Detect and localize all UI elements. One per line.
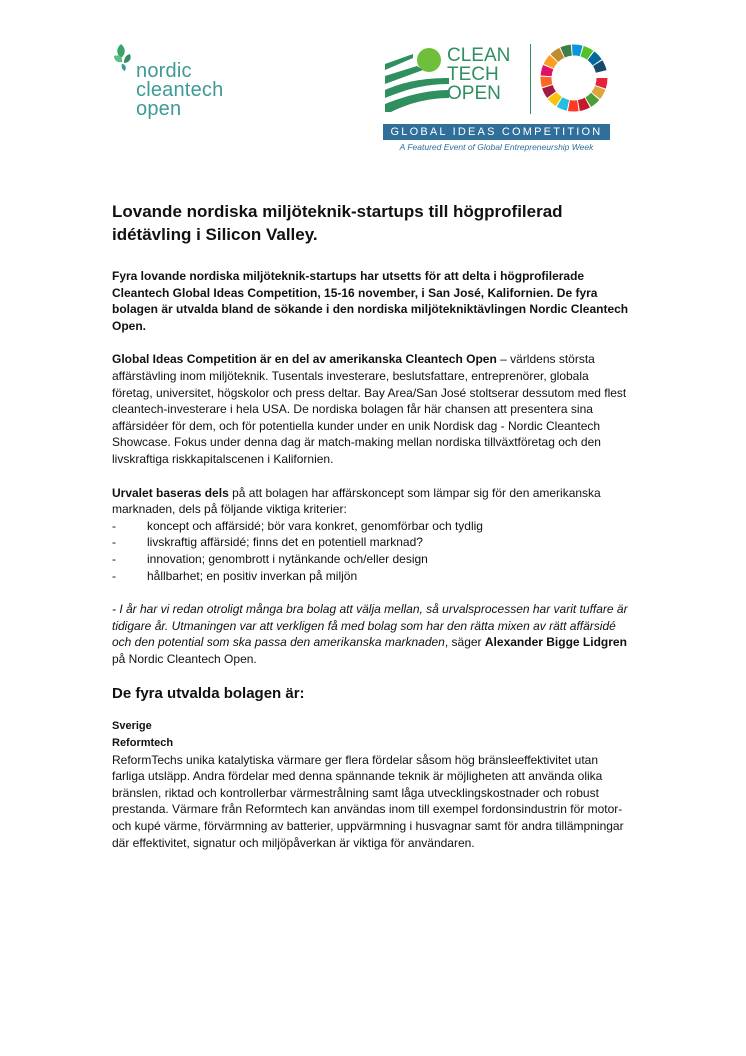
list-item-text: livskraftig affärsidé; finns det en potentiell marknad? bbox=[147, 535, 423, 550]
list-dash: - bbox=[112, 535, 116, 550]
nordic-logo-line3: open bbox=[136, 98, 182, 120]
criteria-list bbox=[112, 518, 632, 584]
nordic-logo-wordmark bbox=[136, 62, 223, 119]
list-item-text: koncept och affärsidé; bör vara konkret, genomförbar och tydlig bbox=[147, 518, 483, 533]
company-country: Sverige bbox=[112, 720, 152, 733]
cto-line2: TECH bbox=[447, 64, 499, 85]
cto-line3: OPEN bbox=[447, 83, 501, 104]
company-description: ReformTechs unika katalytiska värmare ger flera fördelar såsom hög bränsleeffektivitet utan farliga utsläpp. Andra fördelar med denna spännande teknik är möjligheten att använda olika bränslen, riktad och kontrollerbar värmestrålning samt låga utvecklingskostnader och robust prestanda. Värmare från Reformtech kan användas inom till exempel fordonsindustrin för motor- och kupé värme, förvärmning av batterier, uppvärmning i husvagnar samt för andra tillämpningar där effektivitet, signatur och miljöpåverkan är viktiga för användaren. bbox=[112, 752, 624, 850]
quote-paragraph bbox=[112, 601, 632, 667]
list-dash: - bbox=[112, 568, 116, 583]
global-ideas-band: GLOBAL IDEAS COMPETITION bbox=[383, 124, 610, 140]
paragraph-global-ideas-text: – världens största affärstävling inom miljöteknik. Tusentals investerare, beslutsfattare, entreprenörer, globala företag, universitet, högskolor och press deltar. Bay Area/San José stoltserar dessutom med flest cleantech-investerare i hela USA. De nordiska bolagen får här chansen att presentera sina affärsidéer för dem, och för potentiella kunder under en unik Nordisk dag - Nordic Cleantech Showcase. Fokus under denna dag är match-making mellan nordiska tillväxtföretag och den livskraftiga riskkapitalscenen i Kalifornien. bbox=[112, 352, 627, 466]
paragraph-selection bbox=[112, 485, 632, 518]
lead-paragraph: Fyra lovande nordiska miljöteknik-startups har utsetts för att delta i högprofilerade Cleantech Global Ideas Competition, 15-16 november, i San José, Kalifornien. De fyra bolagen är utvalda bland de sökande i den nordiska miljötekniktävlingen Nordic Cleantech Open. bbox=[112, 269, 629, 333]
list-item-text: hållbarhet; en positiv inverkan på miljön bbox=[147, 568, 358, 583]
quote-tail: på Nordic Cleantech Open. bbox=[112, 651, 257, 666]
cleantech-open-logo bbox=[383, 42, 613, 157]
sun-field-icon bbox=[383, 44, 453, 114]
list-item bbox=[112, 534, 632, 551]
cto-line1: CLEAN bbox=[447, 45, 511, 66]
list-item bbox=[112, 551, 632, 568]
logo-divider bbox=[530, 44, 531, 114]
quote-after: , säger bbox=[444, 635, 485, 650]
quote-speaker: Alexander Bigge Lidgren bbox=[484, 635, 627, 650]
nordic-cleantech-open-logo bbox=[112, 42, 262, 132]
list-item-text: innovation; genombrott i nytänkande och/eller design bbox=[147, 551, 428, 566]
press-release-body bbox=[112, 200, 632, 851]
list-item bbox=[112, 568, 632, 585]
quote-text: - I år har vi redan otroligt många bra bolag att välja mellan, så urvalsprocessen har varit tuffare är tidigare år. Utmaningen var att verkligen få med bolag som har den rätta mixen av rätt affärsidé och den potential som ska passa den amerikanska marknaden bbox=[112, 602, 628, 650]
nordic-logo-line1: nordic bbox=[136, 60, 192, 82]
list-item bbox=[112, 518, 632, 535]
color-ring-icon bbox=[538, 42, 610, 114]
paragraph-global-ideas-bold: Global Ideas Competition är en del av amerikanska Cleantech Open bbox=[112, 352, 497, 367]
paragraph-global-ideas bbox=[112, 351, 632, 467]
paragraph-selection-bold: Urvalet baseras dels bbox=[112, 485, 229, 500]
logo-tagline: A Featured Event of Global Entrepreneurship Week bbox=[399, 142, 594, 152]
nordic-logo-line2: cleantech bbox=[136, 79, 224, 101]
section-title: De fyra utvalda bolagen är: bbox=[112, 685, 305, 703]
list-dash: - bbox=[112, 518, 116, 533]
company-name: Reformtech bbox=[112, 737, 174, 750]
paragraph-selection-text: på att bolagen har affärskoncept som lämpar sig för den amerikanska marknaden, dels på följande viktiga kriterier: bbox=[112, 485, 601, 517]
list-dash: - bbox=[112, 551, 116, 566]
document-title: Lovande nordiska miljöteknik-startups till högprofilerad idétävling i Silicon Valley. bbox=[112, 202, 563, 244]
cleantech-open-wordmark bbox=[447, 46, 510, 103]
